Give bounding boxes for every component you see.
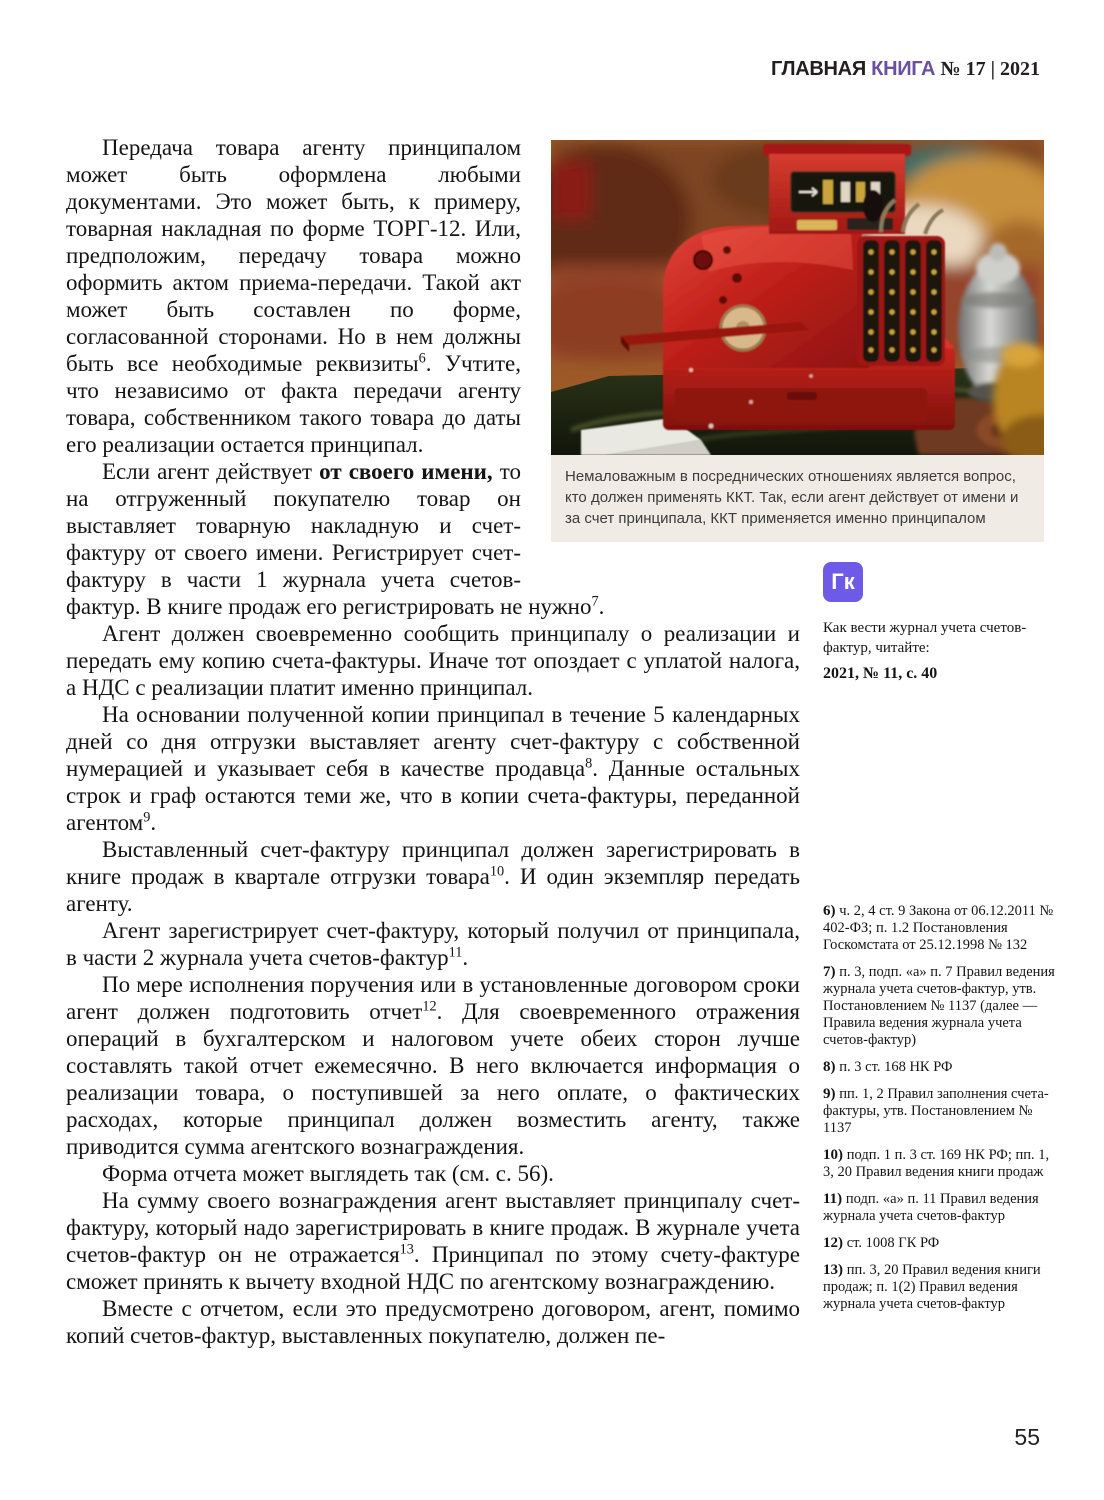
footnote-item: 11) подп. «а» п. 11 Правил ведения журнала учета счетов-фактур xyxy=(823,1191,1039,1224)
footnote-number: 10) xyxy=(823,1147,847,1163)
cash-register-photo xyxy=(551,140,1044,455)
footnote-marker: 10 xyxy=(489,863,505,880)
footnote-item: 12) ст. 1008 ГК РФ xyxy=(823,1235,940,1251)
gk-note-reference: 2021, № 11, с. 40 xyxy=(823,665,938,682)
article-paragraph: Форма отчета может выглядеть так (см. с. 56). xyxy=(102,1161,554,1186)
footnote-number: 9) xyxy=(823,1086,840,1102)
page-number: 55 xyxy=(1014,1424,1040,1450)
footnotes xyxy=(823,903,1055,1323)
footnote-number: 6) xyxy=(823,903,840,919)
footnote-number: 8) xyxy=(823,1059,840,1075)
footnote-item: 8) п. 3 ст. 168 НК РФ xyxy=(823,1059,953,1075)
footnote-marker: 12 xyxy=(422,998,437,1015)
footnote-marker: 11 xyxy=(448,944,463,961)
footnote-marker: 8 xyxy=(585,755,593,772)
gk-reference-note xyxy=(823,562,1028,684)
footnote-number: 13) xyxy=(823,1262,847,1278)
photo-block xyxy=(551,140,1044,542)
issue-number: № 17 | 2021 xyxy=(940,58,1040,80)
article-paragraph: Вместе с отчетом, если это предусмотрено договором, агент, помимо копий счетов-фактур, выставленных покупателю, должен пе- xyxy=(66,1296,800,1348)
footnote-item: 13) пп. 3, 20 Правил ведения книги продаж; п. 1(2) Правил ведения журнала учета счетов-фактур xyxy=(823,1262,1041,1312)
article-paragraph: На сумму своего вознаграждения агент выставляет принципалу счет-фактуру, который надо зарегистрировать в книге продаж. В журнале учета счетов-фактур он не отражается$^{13}$. Принципал по этому счету-фактуре сможет принять к вычету входной НДС по агентскому вознаграждению. xyxy=(66,1188,800,1294)
article-paragraph: По мере исполнения поручения или в установленные договором сроки агент должен подготовить отчет$^{12}$. Для своевременного отражения операций в бухгалтерском и налоговом учете обеих сторон лучше составлять такой отчет ежемесячно. В него включается информация о реализации товара, о поступившей за него оплате, о фактических расходах, которые принципал должен возместить агенту, также приводится сумма агентского вознаграждения. xyxy=(66,972,801,1159)
footnote-item: 7) п. 3, подп. «а» п. 7 Правил ведения журнала учета счетов-фактур, утв. Постановлением № 1137 (далее — Правила ведения журнала учета счетов-фактур) xyxy=(823,964,1055,1048)
footnote-number: 7) xyxy=(823,964,840,980)
photo-caption: Немаловажным в посреднических отношениях является вопрос, кто должен применять ККТ. Так, если агент действует от имени и за счет принципала, ККТ применяется именно принципалом xyxy=(551,455,1044,542)
footnote-marker: 6 xyxy=(418,350,426,367)
footnote-number: 12) xyxy=(823,1235,847,1251)
article-paragraph: Передача товара агенту принципалом может быть оформлена любыми документами. Это может быть, к примеру, товарная накладная по форме ТОРГ-12. Или, предположим, передачу товара можно оформить актом приема-передачи. Такой акт может быть составлен по форме, согласованной сторонами. Но в нем должны быть все необходимые реквизиты$^6$. Учтите, что независимо от факта передачи агенту товара, собственником такого товара до даты его реализации остается принципал. xyxy=(66,135,521,457)
article-paragraph: Выставленный счет-фактуру принципал должен зарегистрировать в книге продаж в квартале отгрузки товара$^{10}$. И один экземпляр передать агенту. xyxy=(66,837,800,916)
article-paragraph: Агент должен своевременно сообщить принципалу о реализации и передать ему копию счета-фактуры. Иначе тот опоздает с уплатой налога, а НДС с реализации платит именно принципал. xyxy=(66,621,800,700)
gk-magazine-icon: Гк xyxy=(823,562,863,602)
footnote-marker: 7 xyxy=(591,593,599,610)
article-paragraph: Если агент действует от своего имени, то на отгруженный покупателю товар он выставляет товарную накладную и счет-фактуру от своего имени. Регистрирует счет-фактуру в части 1 журнала учета счетов-фактур. В книге продаж его регистрировать не нужно$^7$. xyxy=(66,459,605,619)
footnote-number: 11) xyxy=(823,1191,846,1207)
footnote-marker: 13 xyxy=(399,1241,414,1258)
page-header xyxy=(771,58,1040,81)
footnote-marker: 9 xyxy=(143,809,151,826)
article-paragraph: Агент зарегистрирует счет-фактуру, который получил от принципала, в части 2 журнала учета счетов-фактур$^{11}$. xyxy=(66,918,800,970)
footnote-item: 9) пп. 1, 2 Правил заполнения счета-фактуры, утв. Постановлением № 1137 xyxy=(823,1086,1049,1136)
article-paragraph: На основании полученной копии принципал в течение 5 календарных дней со дня отгрузки выставляет агенту счет-фактуру с собственной нумерацией и указывает себя в качестве продавца$^8$. Данные остальных строк и граф остаются теми же, что в копии счета-фактуры, переданной агентом$^9$. xyxy=(66,702,800,835)
magazine-title-part2: КНИГА xyxy=(871,58,936,80)
gk-note-text: Как вести журнал учета счетов-фактур, читайте: xyxy=(823,620,1027,656)
footnote-item: 6) ч. 2, 4 ст. 9 Закона от 06.12.2011 № 402-ФЗ; п. 1.2 Постановления Госкомстата от 25.12.1998 № 132 xyxy=(823,903,1054,953)
footnote-item: 10) подп. 1 п. 3 ст. 169 НК РФ; пп. 1, 3, 20 Правил ведения книги продаж xyxy=(823,1147,1050,1180)
magazine-title-part1: ГЛАВНАЯ xyxy=(770,58,866,80)
